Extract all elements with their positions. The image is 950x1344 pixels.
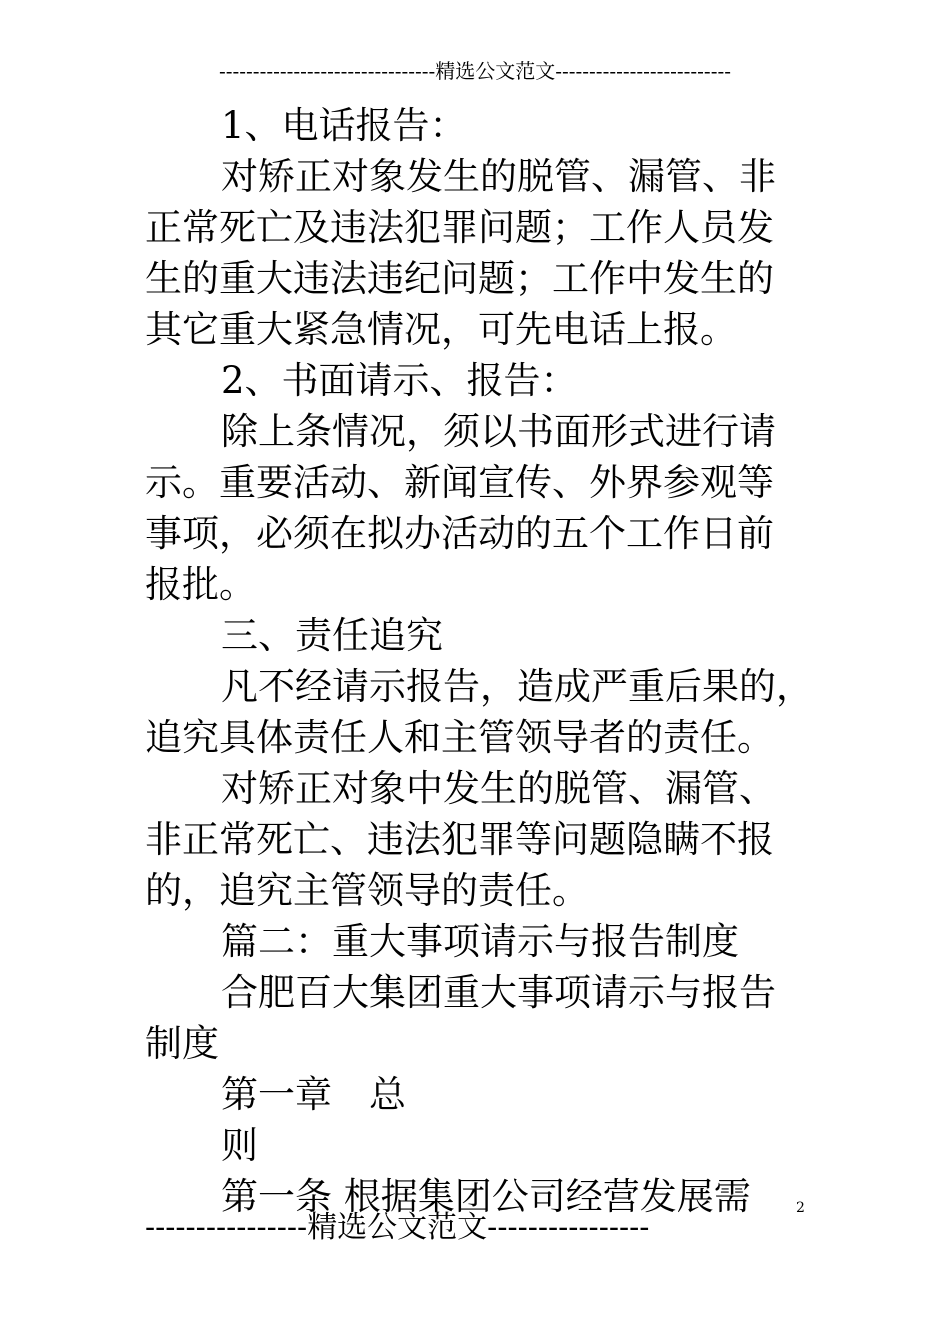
chapter-heading: 第一章 总 <box>221 1073 406 1116</box>
text-line: 合肥百大集团重大事项请示与报告 <box>221 971 776 1014</box>
chapter-heading: 则 <box>221 1124 258 1167</box>
page-footer: ----------------精选公文范文---------------- <box>145 1210 650 1245</box>
text-line: 第一条 根据集团公司经营发展需 <box>221 1175 751 1218</box>
text-line: 对矫正对象发生的脱管、漏管、非 <box>221 155 776 198</box>
text-line: 除上条情况，须以书面形式进行请 <box>221 410 776 453</box>
text-line: 生的重大违法违纪问题；工作中发生的 <box>145 257 774 300</box>
document-body <box>145 100 813 1222</box>
text-line: 2、书面请示、报告： <box>221 359 578 402</box>
page-header: --------------------------------精选公文范文-------------------------- <box>219 59 731 83</box>
text-line: 的，追究主管领导的责任。 <box>145 869 589 912</box>
text-line: 非正常死亡、违法犯罪等问题隐瞒不报 <box>145 818 774 861</box>
text-line: 制度 <box>145 1022 219 1065</box>
text-line: 凡不经请示报告，造成严重后果的， <box>221 665 813 708</box>
text-line: 正常死亡及违法犯罪问题；工作人员发 <box>145 206 774 249</box>
section-heading: 三、责任追究 <box>221 614 443 657</box>
page-number: 2 <box>796 1200 805 1216</box>
text-line: 示。重要活动、新闻宣传、外界参观等 <box>145 461 774 504</box>
text-line: 1、电话报告： <box>221 104 467 147</box>
text-line: 对矫正对象中发生的脱管、漏管、 <box>221 767 776 810</box>
text-line: 报批。 <box>145 563 256 606</box>
text-line: 事项，必须在拟办活动的五个工作日前 <box>145 512 774 555</box>
text-line: 其它重大紧急情况，可先电话上报。 <box>145 308 737 351</box>
section-heading: 篇二：重大事项请示与报告制度 <box>221 920 739 963</box>
text-line: 追究具体责任人和主管领导者的责任。 <box>145 716 774 759</box>
